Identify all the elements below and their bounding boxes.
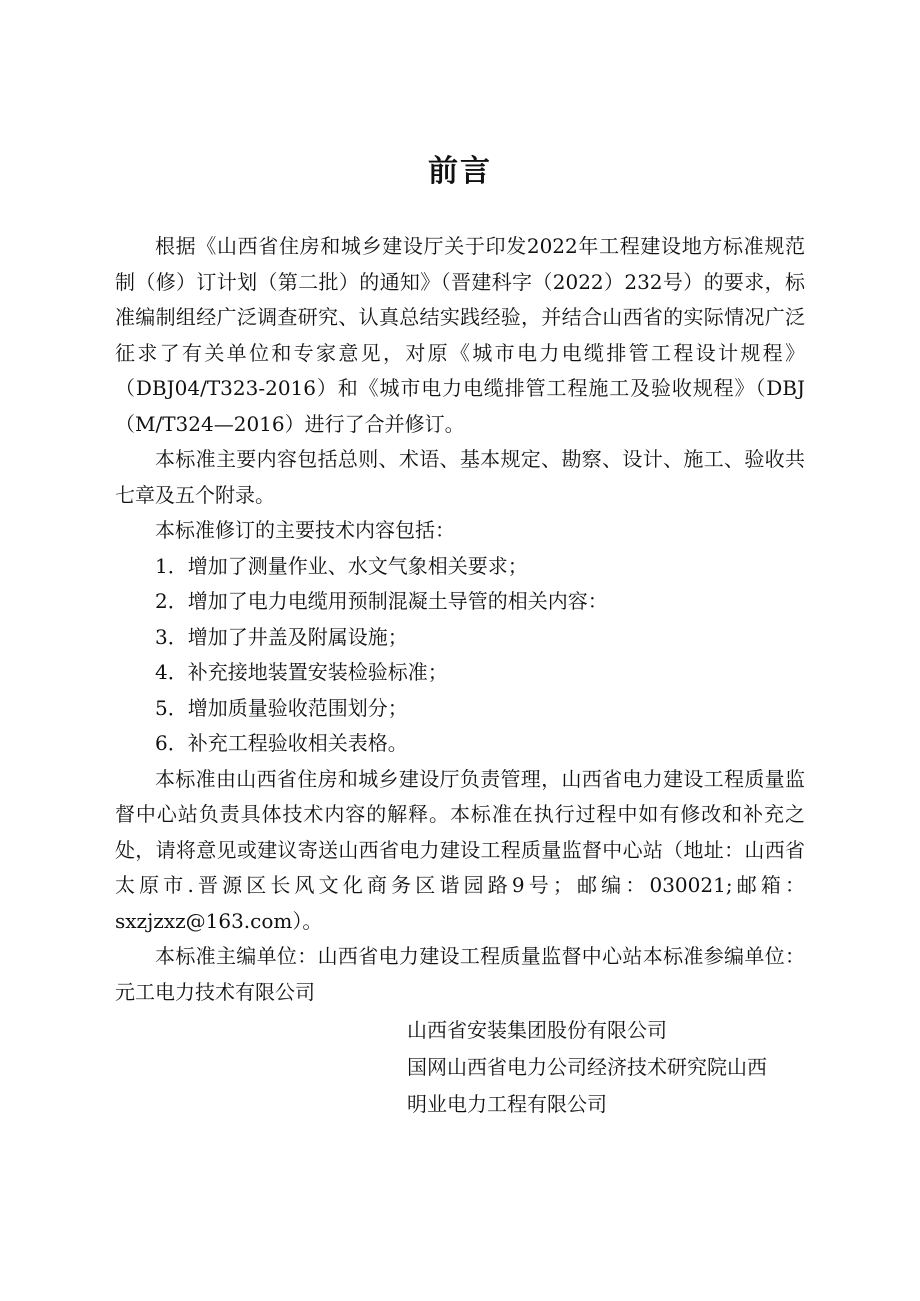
page-title: 前言 xyxy=(428,154,492,189)
document-body xyxy=(115,229,805,1010)
paragraph-revision-intro: 本标准修订的主要技术内容包括： xyxy=(155,518,455,542)
list-item: 6．补充工程验收相关表格。 xyxy=(155,731,408,755)
list-item: 1．增加了测量作业、水文气象相关要求； xyxy=(155,553,528,578)
paragraph-editors: 本标准主编单位：山西省电力建设工程质量监督中心站本标准参编单位：元工电力技术有限公司 xyxy=(115,944,805,1004)
list-item: 3．增加了井盖及附属设施； xyxy=(155,624,408,649)
list-item: 5．增加质量验收范围划分； xyxy=(155,695,408,720)
paragraph-contents: 本标准主要内容包括总则、术语、基本规定、勘察、设计、施工、验收共七章及五个附录。 xyxy=(115,447,805,507)
unit-line: 国网山西省电力公司经济技术研究院山西 xyxy=(407,1055,767,1079)
participating-units xyxy=(407,1012,807,1123)
unit-line: 明业电力工程有限公司 xyxy=(407,1092,607,1116)
list-item: 4．补充接地装置安装检验标准； xyxy=(155,660,448,684)
list-item: 2．增加了电力电缆用预制混凝土导管的相关内容： xyxy=(155,589,608,613)
unit-line: 山西省安装集团股份有限公司 xyxy=(407,1018,667,1042)
paragraph-management: 本标准由山西省住房和城乡建设厅负责管理，山西省电力建设工程质量监督中心站负责具体技术内容的解释。本标准在执行过程中如有修改和补充之处，请将意见或建议寄送山西省电力建设工程质量监督中心站（地址：山西省太原市.晋源区长风文化商务区谐园路9号；邮编：030021;邮箱：sxzjzxz@163.com）。 xyxy=(115,766,805,933)
paragraph-basis: 根据《山西省住房和城乡建设厅关于印发2022年工程建设地方标准规范制（修）订计划（第二批）的通知》（晋建科字（2022）232号）的要求，标准编制组经广泛调查研究、认真总结实践经验，并结合山西省的实际情况广泛征求了有关单位和专家意见，对原《城市电力电缆排管工程设计规程》（DBJ04/T323-2016）和《城市电力电缆排管工程施工及验收规程》（DBJ（M/T324—2016）进行了合并修订。 xyxy=(115,234,805,436)
